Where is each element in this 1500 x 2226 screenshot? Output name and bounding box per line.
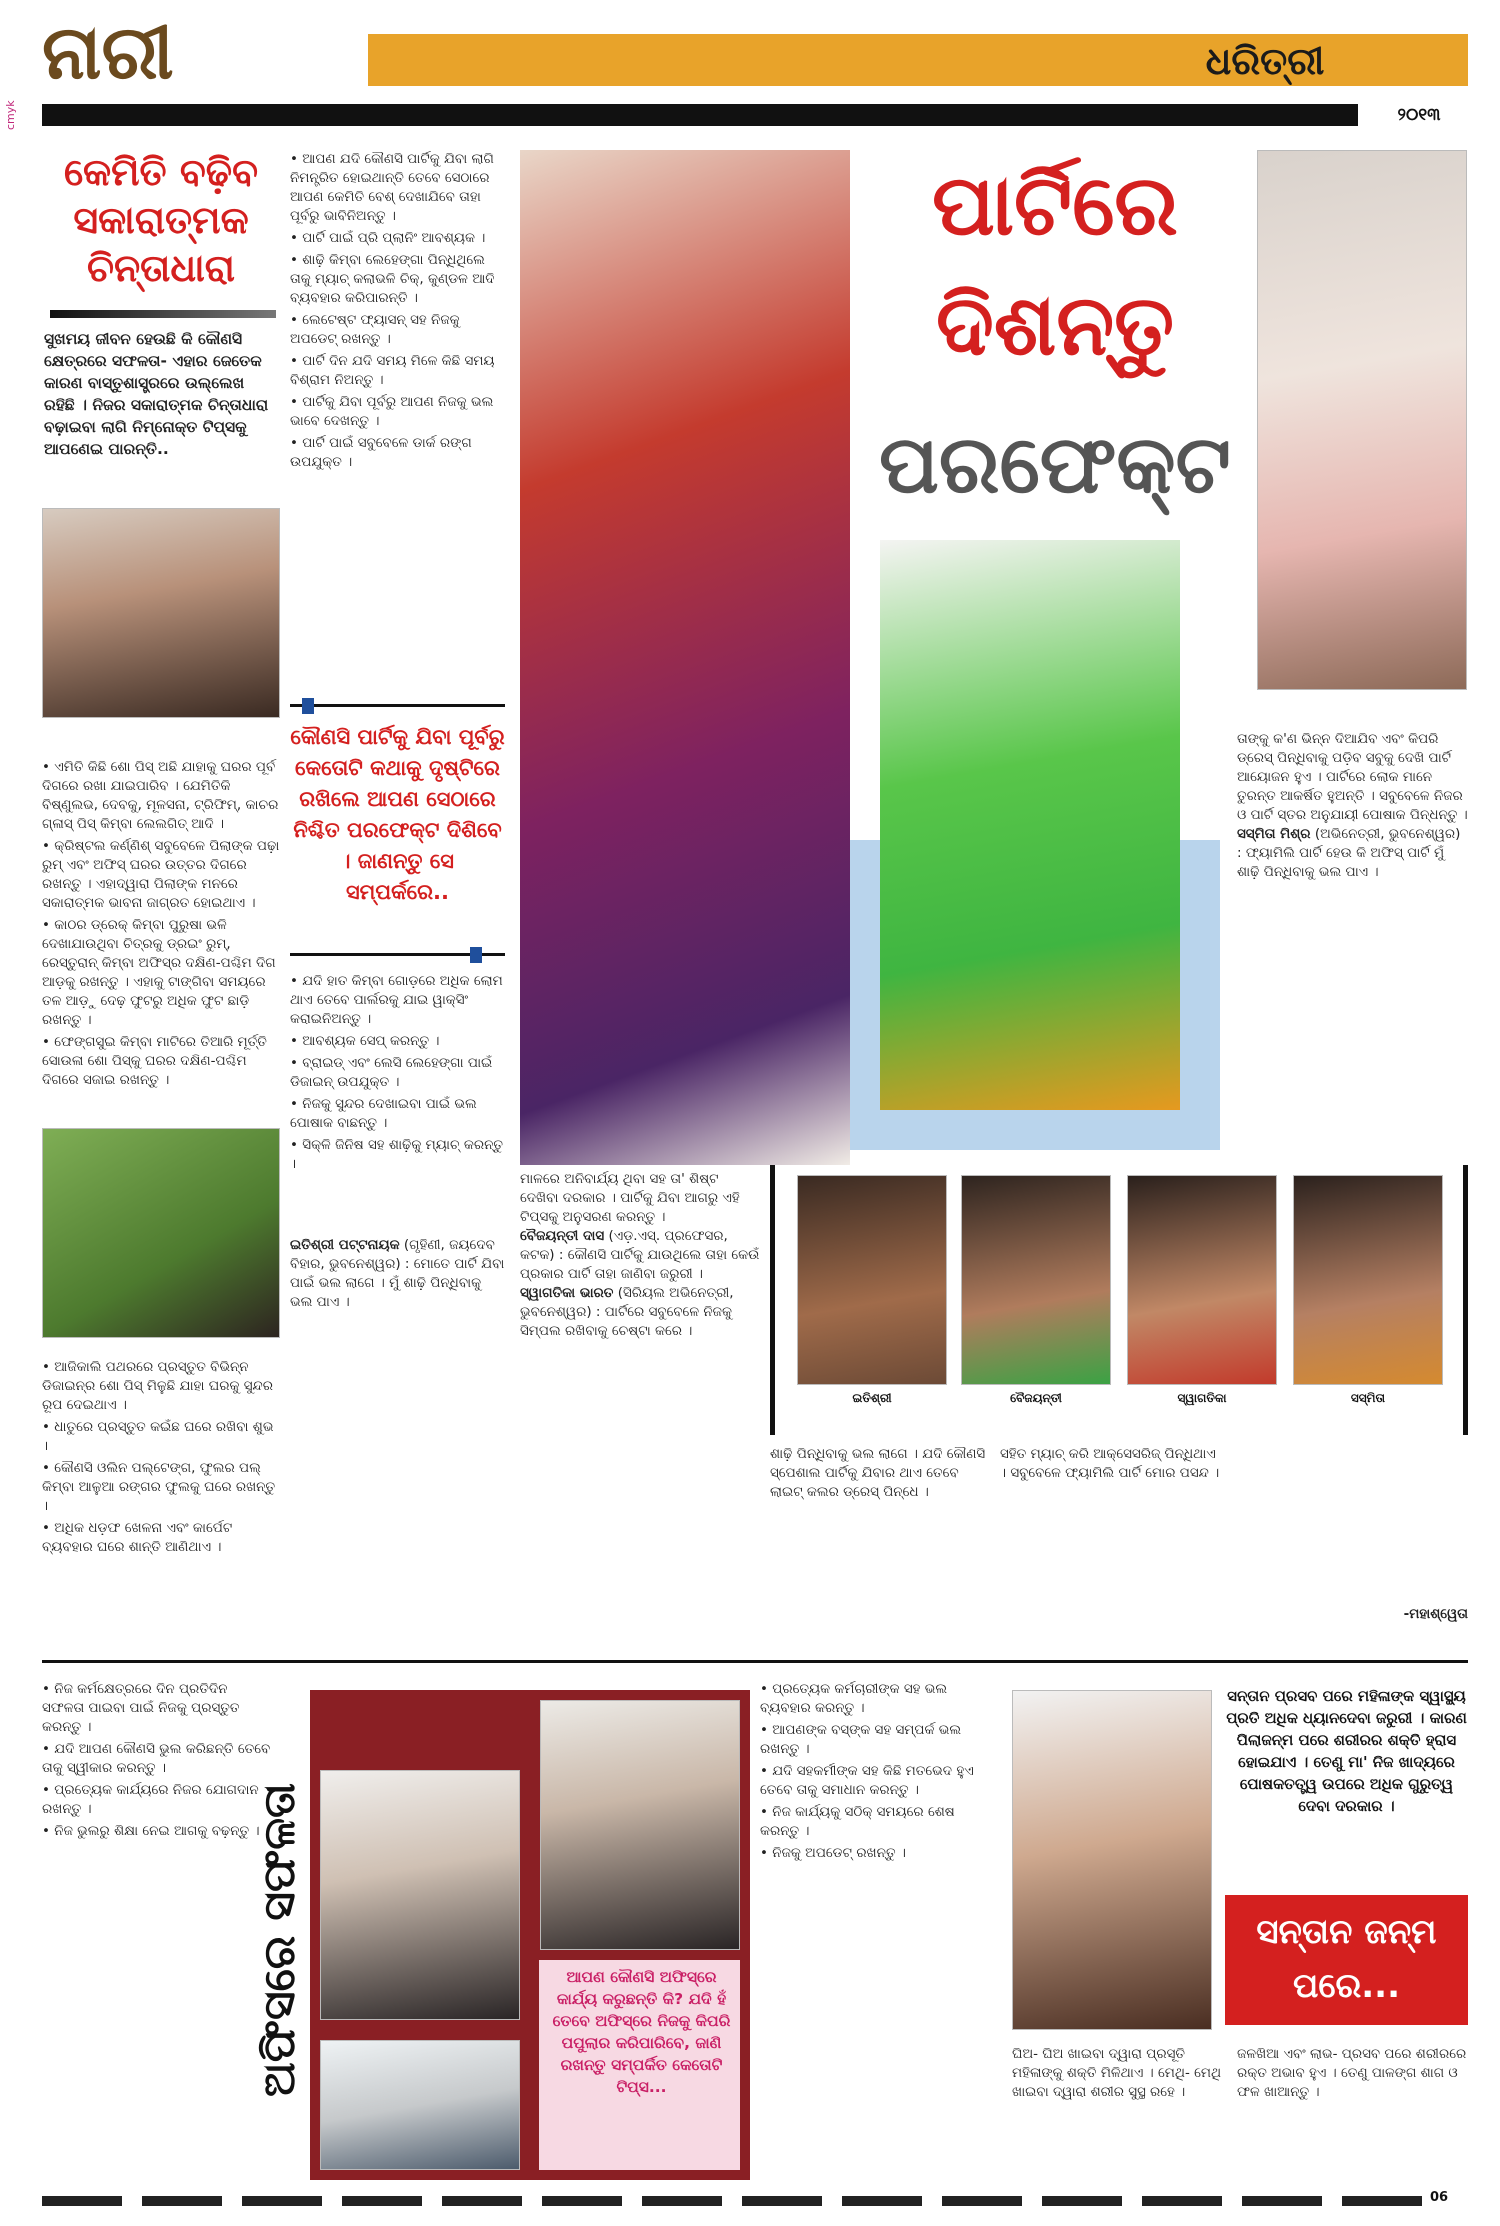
portrait-strip: [770, 1165, 1468, 1435]
woman-apple-photo: [42, 1128, 280, 1338]
page-number: 06: [1430, 2190, 1449, 2205]
black-rule: [42, 104, 1358, 126]
middle-bullets-bottom: [290, 972, 505, 1222]
list-item: • ଅଧିକ ଧଡ଼ଫ ଖେଳନା ଏବଂ କାର୍ପେଟ ବ୍ୟବହାର ଘରେ ଶାନ୍ତି ଆଣିଥାଏ ।: [42, 1519, 280, 1557]
after-birth-title-box: [1225, 1895, 1468, 2025]
quote-name: ସ୍ୱାଗତିକା ଭାରତ: [520, 1285, 614, 1301]
list-item: • ଯଦି ହାତ କିମ୍ବା ଗୋଡ଼ରେ ଅଧିକ ଲୋମ ଥାଏ ତେବେ ପାର୍ଲରକୁ ଯାଇ ୱାକ୍ସିଂ କରାଇନିଅନ୍ତୁ ।: [290, 972, 505, 1029]
left-bullets-2: [42, 1358, 280, 1668]
after-birth-title: ସନ୍ତାନ ଜନ୍ମ ପରେ...: [1256, 1912, 1437, 2006]
list-item: • କୌଣସି ଓଲିନ ପଲ୍ଟେଙ୍ଗ, ଫୁଲର ପଲ୍ କିମ୍ବା ଆଳୁଆ ରଙ୍ଗର ଫୁଲକୁ ଘରେ ରଖନ୍ତୁ ।: [42, 1459, 280, 1516]
list-item: • ଆବଶ୍ୟକ ସେପ୍ କରନ୍ତୁ ।: [290, 1032, 505, 1051]
feature-headline-1: ପାର୍ଟିରେ: [932, 156, 1178, 254]
byline: -ମହାଶ୍ୱେତା: [1403, 1606, 1468, 1622]
cmyk-mark: cmyk: [4, 100, 17, 130]
office-bullets: [42, 1680, 272, 2180]
woman-portrait-photo: [42, 508, 280, 718]
list-item: • କ୍ରିଷ୍ଟଲ କର୍ଣ୍ଣିଶ୍ ସବୁବେଳେ ପିଲାଙ୍କ ପଢ଼ା ରୁମ୍ ଏବଂ ଅଫିସ୍ ଘରର ଉତ୍ତର ଦିଗରେ ରଖନ୍ତୁ । ଏହାଦ୍ୱାରା ପିଲାଙ୍କ ମନରେ ସକାରାତ୍ମକ ଭାବନା ଜାଗ୍ରତ ହୋଇଥାଏ ।: [42, 837, 280, 913]
callout-marker-2: [470, 947, 482, 963]
white-saree-model-photo: [1257, 150, 1467, 690]
office-callout: ଆପଣ କୌଣସି ଅଫିସ୍‌ରେ କାର୍ଯ୍ୟ କରୁଛନ୍ତି କି? ଯଦି ହଁ ତେବେ ଅଫିସ୍‌ରେ ନିଜକୁ କିପରି ପପୁଲାର କରିପାରିବେ, ଜାଣି ରଖନ୍ତୁ ସମ୍ପର୍କିତ କେତୋଟି ଟିପ୍ସ...: [552, 1968, 731, 2096]
office-woman-laptop-photo: [320, 2040, 520, 2170]
left-intro: ସୁଖମୟ ଜୀବନ ହେଉଛି କି କୌଣସି କ୍ଷେତ୍ରରେ ସଫଳତା- ଏହାର ଜେତେକ କାରଣ ବାସ୍ତୁଶାସ୍ତ୍ରରେ ଉଲ୍ଲେଖ ରହିଛି । ନିଜର ସକାରାତ୍ମକ ଚିନ୍ତାଧାରା ବଢ଼ାଇବା ଲାଗି ନିମ୍ନୋକ୍ତ ଟିପ୍ସକୁ ଆପଣେଇ ପାରନ୍ତି..: [44, 330, 269, 458]
quote-name: ଇତିଶ୍ରୀ ପଟ୍ଟନାୟକ: [290, 1237, 400, 1253]
middle-bullets-top: [290, 150, 505, 690]
list-item: • ପାର୍ଟିକୁ ଯିବା ପୂର୍ବରୁ ଆପଣ ନିଜକୁ ଭଲ ଭାବେ ଦେଖନ୍ତୁ ।: [290, 393, 505, 431]
section-title: ନାରୀ: [42, 10, 174, 96]
feature-col4-text: ଶାଢ଼ି ପିନ୍ଧିବାକୁ ଭଲ ଲାଗେ । ଯଦି କୌଣସି ସ୍ପେଶାଲ ପାର୍ଟିକୁ ଯିବାର ଥାଏ ତେବେ ଲାଇଟ୍ କଲର ଡ୍ରେସ୍ ପିନ୍ଧେ ।: [770, 1446, 986, 1500]
callout-marker: [302, 698, 314, 714]
feature-headline-2: ଦିଶନ୍ତୁ: [935, 276, 1175, 374]
office-woman-phone-photo: [540, 1700, 740, 1950]
feature-body: ତାଙ୍କୁ କ'ଣ ଭିନ୍ନ ଦିଆଯିବ ଏବଂ କିପରି ଡ୍ରେସ୍ ପିନ୍ଧିବାକୁ ପଡ଼ିବ ସବୁକୁ ଦେଖି ପାର୍ଟି ଆୟୋଜନ ହୁଏ । ପାର୍ଟିରେ ଲୋକ ମାନେ ତୁରନ୍ତ ଆକର୍ଷିତ ହୁଅନ୍ତି । ସବୁବେଳେ ନିଜର ଓ ପାର୍ଟି ସ୍ତର ଅନୁଯାୟୀ ପୋଷାକ ପିନ୍ଧନ୍ତୁ ।: [1237, 731, 1468, 823]
portrait-caption: ବୈଜୟନ୍ତୀ: [1010, 1391, 1062, 1405]
list-item: • କାଠର ଡ୍ରେକ୍ କିମ୍ବା ପୁରୁଷା ଭଳି ଦେଖାଯାଉଥିବା ଚିତ୍ରକୁ ଡ୍ରଇଂ ରୁମ୍, ରେସ୍ତୁରାନ୍ କିମ୍ବା ଅଫିସ୍‌ର ଦକ୍ଷିଣ-ପଶ୍ଚିମ ଦିଗ ଆଡ଼କୁ ରଖନ୍ତୁ । ଏହାକୁ ଟାଙ୍ଗିବା ସମୟରେ ତଳ ଆଡ଼ୁ ଦେଢ଼ ଫୁଟରୁ ଅଧିକ ଫୁଟ ଛାଡ଼ି ରଖନ୍ତୁ ।: [42, 916, 280, 1030]
list-item: • ବ୍ରାଇଡ୍ ଏବଂ ଲେସି ଲେହେଙ୍ଗା ପାଇଁ ଡିଜାଇନ୍ ଉପଯୁକ୍ତ ।: [290, 1054, 505, 1092]
feature-headline-3: ପରଫେକ୍ଟ: [879, 418, 1231, 511]
list-item: • ଫେଙ୍ଗସୁଇ କିମ୍ବା ମାଟିରେ ତିଆରି ମୂର୍ତ୍ତି ସୋଉଳା ଶୋ ପିସ୍‌କୁ ଘରର ଦକ୍ଷିଣ-ପଶ୍ଚିମ ଦିଗରେ ସଜାଇ ରଖନ୍ତୁ ।: [42, 1033, 280, 1090]
green-saree-model-photo: [880, 540, 1180, 1110]
headline-rule: [50, 310, 276, 318]
paper-name: ଧରିତ୍ରୀ: [1205, 39, 1325, 83]
quote-text: (ସିରିୟଲ ଅଭିନେତ୍ରୀ, ଭୁବନେଶ୍ୱର) : ପାର୍ଟିରେ ସବୁବେଳେ ନିଜକୁ ସିମ୍ପଲ ରଖିବାକୁ ଚେଷ୍ଟା କରେ ।: [520, 1285, 734, 1339]
portrait-caption: ଇତିଶ୍ରୀ: [852, 1391, 892, 1405]
list-item: • ପାର୍ଟି ପାଇଁ ସବୁବେଳେ ଡାର୍କ ରଙ୍ଗ ଉପଯୁକ୍ତ ।: [290, 434, 505, 472]
year-label: ୨୦୧୩: [1397, 105, 1441, 125]
list-item: • ଲେଟେଷ୍ଟ ଫ୍ୟାସନ୍ ସହ ନିଜକୁ ଅପଡେଟ୍ ରଖନ୍ତୁ ।: [290, 311, 505, 349]
list-item: • ପ୍ରତ୍ୟେକ କାର୍ଯ୍ୟରେ ନିଜର ଯୋଗଦାନ ରଖନ୍ତୁ ।: [42, 1781, 272, 1819]
left-headline: କେମିତି ବଢ଼ିବ ସକାରାତ୍ମକ ଚିନ୍ତାଧାରା: [64, 150, 258, 290]
quote-text: (ଅଭିନେତ୍ରୀ, ଭୁବନେଶ୍ୱର) : ଫ୍ୟାମିଲି ପାର୍ଟି ହେଉ କି ଅଫିସ୍ ପାର୍ଟି ମୁଁ ଶାଢ଼ି ପିନ୍ଧିବାକୁ ଭଲ ପାଏ ।: [1237, 826, 1461, 880]
masthead: [0, 0, 1500, 130]
office-callout-box: [535, 1960, 740, 2170]
feature-right-text: [1237, 730, 1468, 1150]
footer-rule: [42, 2196, 1422, 2206]
red-saree-model-photo: [520, 150, 850, 1165]
office-vertical-title: ଅଫିସରେ ସଫଳତା: [254, 1782, 305, 2098]
callout-rule-top: [290, 704, 505, 707]
list-item: • ନିଜକୁ ଅପଡେଟ୍ ରଖନ୍ତୁ ।: [760, 1844, 990, 1863]
left-column: [42, 148, 280, 1648]
list-item: • ନିଜକୁ ସୁନ୍ଦର ଦେଖାଇବା ପାଇଁ ଭଲ ପୋଷାକ ବାଛନ୍ତୁ ।: [290, 1095, 505, 1133]
office-panel: [310, 1690, 750, 2180]
list-item: • ଆପଣ ଯଦି କୌଣସି ପାର୍ଟିକୁ ଯିବା ଲାଗି ନିମନ୍ତ୍ରିତ ହୋଇଥାନ୍ତି ତେବେ ସେଠାରେ ଆପଣ କେମିତି ବେଶ୍ ଦେଖାଯିବେ ତାହା ପୂର୍ବରୁ ଭାବିନିଅନ୍ତୁ ।: [290, 150, 505, 226]
feature-body: ମାଳରେ ଅନିବାର୍ଯ୍ୟ ଥିବା ସହ ତା' ଶିଷ୍ଟ ଦେଖିବା ଦରକାର । ପାର୍ଟିକୁ ଯିବା ଆଗରୁ ଏହି ଟିପ୍ସକୁ ଅନୁସରଣ କରନ୍ତୁ ।: [520, 1171, 740, 1225]
list-item: • ଶାଢ଼ି କିମ୍ବା ଲେହେଙ୍ଗା ପିନ୍ଧିଥିଲେ ତାକୁ ମ୍ୟାଚ୍ କଲାଭଳି ଚିକ୍, କୁଣ୍ଡଳ ଆଦି ବ୍ୟବହାର କରିପାରନ୍ତି ।: [290, 251, 505, 308]
office-bullets-2: [760, 1680, 990, 2180]
list-item: • ନିଜ କର୍ମକ୍ଷେତ୍ରରେ ଦିନ ପ୍ରତିଦିନ ସଫଳତା ପାଇବା ପାଇଁ ନିଜକୁ ପ୍ରସ୍ତୁତ କରନ୍ତୁ ।: [42, 1680, 272, 1737]
portrait-photo: [1127, 1175, 1277, 1385]
section-divider: [42, 1660, 1468, 1663]
middle-callout: କୌଣସି ପାର୍ଟିକୁ ଯିବା ପୂର୍ବରୁ କେତୋଟି କଥାକୁ ଦୃଷ୍ଟିରେ ରଖିଲେ ଆପଣ ସେଠାରେ ନିଶ୍ଚିତ ପରଫେକ୍ଟ ଦିଶିବେ । ଜାଣନ୍ତୁ ସେ ସମ୍ପର୍କରେ..: [290, 725, 505, 904]
portrait-caption: ସସ୍ମିତା: [1350, 1391, 1386, 1405]
portrait-photo: [1293, 1175, 1443, 1385]
after-birth-col-a: ଘିଅ- ଘିଅ ଖାଇବା ଦ୍ୱାରା ପ୍ରସୂତି ମହିଳାଙ୍କୁ ଶକ୍ତି ମିଳିଥାଏ । ମେଥି- ମେଥି ଖାଇବା ଦ୍ୱାରା ଶରୀର ସୁସ୍ଥ ରହେ ।: [1012, 2046, 1222, 2100]
quote-text: (ଏଡ଼.ଏସ୍. ପ୍ରଫେସର, କଟକ) : କୌଣସି ପାର୍ଟିକୁ ଯାଉଥିଲେ ତାହା କେଉଁ ପ୍ରକାର ପାର୍ଟି ତାହା ଜାଣିବା ଜରୁରୀ ।: [520, 1228, 760, 1282]
feature-col6-text: [1237, 1445, 1468, 1645]
list-item: • ଧାତୁରେ ପ୍ରସ୍ତୁତ କଇଁଛ ଘରେ ରଖିବା ଶୁଭ ।: [42, 1418, 280, 1456]
portrait-caption: ସ୍ୱାଗତିକା: [1177, 1391, 1227, 1405]
quote-text: (ଗୃହିଣୀ, ଜୟଦେବ ବିହାର, ଭୁବନେଶ୍ୱର) : ମୋତେ ପାର୍ଟି ଯିବା ପାଇଁ ଭଲ ଲାଗେ । ମୁଁ ଶାଢ଼ି ପିନ୍ଧିବାକୁ ଭଲ ପାଏ ।: [290, 1237, 505, 1310]
office-woman-desk-photo: [320, 1770, 520, 2020]
portrait-photo: [797, 1175, 947, 1385]
quote-name: ସସ୍ମିତା ମିଶ୍ର: [1237, 826, 1311, 842]
list-item: • ନିଜ ଭୁଲରୁ ଶିକ୍ଷା ନେଇ ଆଗକୁ ବଢ଼ନ୍ତୁ ।: [42, 1822, 272, 1841]
list-item: • ପାର୍ଟି ପାଇଁ ପ୍ରି ପ୍ଲାନିଂ ଆବଶ୍ୟକ ।: [290, 229, 505, 248]
feature-mid-text: [520, 1170, 760, 1670]
list-item: • ଯଦି ସହକର୍ମୀଙ୍କ ସହ କିଛି ମତଭେଦ ହୁଏ ତେବେ ତାକୁ ସମାଧାନ କରନ୍ତୁ ।: [760, 1762, 990, 1800]
feature-col5-text: ସହିତ ମ୍ୟାଚ୍ କରି ଆକ୍ସେସରିଜ୍ ପିନ୍ଧିଥାଏ । ସବୁବେଳେ ଫ୍ୟାମିଲି ପାର୍ଟି ମୋର ପସନ୍ଦ ।: [1000, 1446, 1220, 1481]
portrait-photo: [961, 1175, 1111, 1385]
list-item: • ଆଜିକାଲି ପଥରରେ ପ୍ରସ୍ତୁତ ବିଭିନ୍ନ ଡିଜାଇନ୍‌ର ଶୋ ପିସ୍ ମିଳୁଛି ଯାହା ଘରକୁ ସୁନ୍ଦର ରୂପ ଦେଇଥାଏ ।: [42, 1358, 280, 1415]
list-item: • ନିଜ କାର୍ଯ୍ୟକୁ ସଠିକ୍ ସମୟରେ ଶେଷ କରନ୍ତୁ ।: [760, 1803, 990, 1841]
list-item: • ଆପଣଙ୍କ ବସ୍‌ଙ୍କ ସହ ସମ୍ପର୍କ ଭଲ ରଖନ୍ତୁ ।: [760, 1721, 990, 1759]
after-birth-col-b: ଜଳଖିଆ ଏବଂ ଲାଭ- ପ୍ରସବ ପରେ ଶରୀରରେ ରକ୍ତ ଅଭାବ ହୁଏ । ତେଣୁ ପାଳଙ୍ଗ ଶାଗ ଓ ଫଳ ଖାଆନ୍ତୁ ।: [1237, 2046, 1467, 2100]
after-birth-intro: ସନ୍ତାନ ପ୍ରସବ ପରେ ମହିଳାଙ୍କ ସ୍ୱାସ୍ଥ୍ୟ ପ୍ରତି ଅଧିକ ଧ୍ୟାନଦେବା ଜରୁରୀ । କାରଣ ପିଲାଜନ୍ମ ପରେ ଶରୀରର ଶକ୍ତି ହ୍ରାସ ହୋଇଯାଏ । ତେଣୁ ମା' ନିଜ ଖାଦ୍ୟରେ ପୋଷକତତ୍ତ୍ୱ ଉପରେ ଅଧିକ ଗୁରୁତ୍ୱ ଦେବା ଦରକାର ।: [1226, 1687, 1467, 1815]
list-item: • ଯଦି ଆପଣ କୌଣସି ଭୁଲ କରିଛନ୍ତି ତେବେ ତାକୁ ସ୍ୱୀକାର କରନ୍ତୁ ।: [42, 1740, 272, 1778]
list-item: • ପାର୍ଟି ଦିନ ଯଦି ସମୟ ମିଳେ କିଛି ସମୟ ବିଶ୍ରାମ ନିଅନ୍ତୁ ।: [290, 352, 505, 390]
list-item: • ସିକ୍ଳି ଜିନିଷ ସହ ଶାଢ଼ିକୁ ମ୍ୟାଚ୍ କରନ୍ତୁ ।: [290, 1136, 505, 1174]
middle-quote: [290, 1236, 505, 1626]
quote-name: ବୈଜୟନ୍ତୀ ଦାସ: [520, 1228, 605, 1244]
list-item: • ଏମିତି କିଛି ଶୋ ପିସ୍ ଅଛି ଯାହାକୁ ଘରର ପୂର୍ବ ଦିଗରେ ରଖା ଯାଇପାରିବ । ଯେମିତିକି ବିଷ୍ଣୁଲଭ, ଦେବକୁ, ମୂଳସନା, ଟ୍ରିଫିମ୍, କାଚର ଗ୍ଳାସ୍ ପିସ୍ କିମ୍ବା ଲେଲଗିତ୍ ଆଦି ।: [42, 758, 280, 834]
list-item: • ପ୍ରତ୍ୟେକ କର୍ମଚାରୀଙ୍କ ସହ ଭଲ ବ୍ୟବହାର କରନ୍ତୁ ।: [760, 1680, 990, 1718]
woman-eating-photo: [1012, 1690, 1212, 2030]
